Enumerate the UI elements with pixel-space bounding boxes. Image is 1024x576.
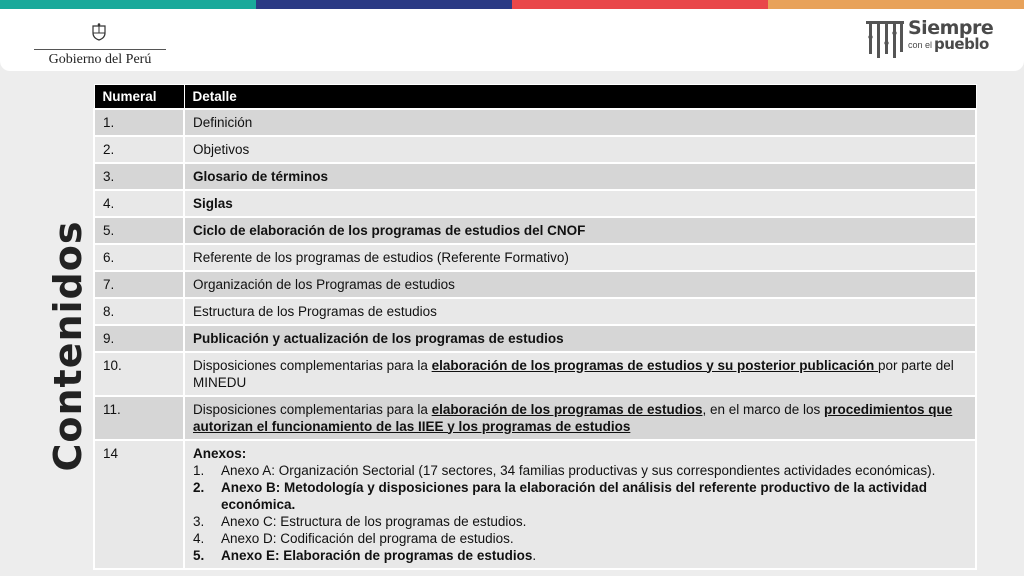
table-row <box>94 440 976 569</box>
annex-item <box>193 513 967 530</box>
stripe-teal <box>0 0 256 9</box>
top-color-stripe <box>0 0 1024 9</box>
gov-name: Gobierno del Perú <box>48 52 152 67</box>
annex-number: 3. <box>193 513 205 529</box>
row-text: Glosario de términos <box>184 163 976 190</box>
row-text: Objetivos <box>184 136 976 163</box>
row-num: 6. <box>94 244 184 271</box>
table-row <box>94 136 976 163</box>
row-num: 7. <box>94 271 184 298</box>
row-num: 9. <box>94 325 184 352</box>
table-row <box>94 325 976 352</box>
columns-icon <box>864 17 906 59</box>
annex-text: Anexo D: Codificación del programa de estudios. <box>221 530 514 546</box>
row-num: 5. <box>94 217 184 244</box>
text-part-emphasis: elaboración de los programas de estudios y su posterior publicación <box>431 357 878 373</box>
header-numeral: Numeral <box>94 85 184 109</box>
annex-item <box>193 547 967 564</box>
stripe-red <box>512 0 768 9</box>
table-row <box>94 352 976 396</box>
siempre-con-el-pueblo-logo <box>864 15 994 63</box>
table-row <box>94 271 976 298</box>
text-part: Disposiciones complementarias para la <box>193 357 432 373</box>
annex-number: 5. <box>193 547 205 563</box>
logo-divider <box>34 49 166 50</box>
gobierno-logo <box>34 21 166 67</box>
annex-item <box>193 530 967 547</box>
row-num: 1. <box>94 109 184 136</box>
annex-item <box>193 479 967 513</box>
annex-number: 1. <box>193 462 205 478</box>
row-text: Estructura de los Programas de estudios <box>184 298 976 325</box>
table-row <box>94 244 976 271</box>
header-bar <box>0 9 1024 71</box>
annex-list <box>193 462 967 564</box>
row-num: 3. <box>94 163 184 190</box>
row-text: Ciclo de elaboración de los programas de estudios del CNOF <box>184 217 976 244</box>
annex-text-wrap <box>221 547 536 564</box>
annex-tail: . <box>532 547 537 563</box>
table-header-row <box>94 85 976 109</box>
slogan-con-el: con el <box>908 40 933 50</box>
contents-table <box>93 84 977 570</box>
stripe-orange <box>768 0 1024 9</box>
row-num: 2. <box>94 136 184 163</box>
row-text-rich <box>184 396 976 440</box>
annex-text: Anexo C: Estructura de los programas de estudios. <box>221 513 527 529</box>
annex-number: 2. <box>193 479 205 495</box>
row-text: Publicación y actualización de los programas de estudios <box>184 325 976 352</box>
row-text: Organización de los Programas de estudios <box>184 271 976 298</box>
row-text: Siglas <box>184 190 976 217</box>
annex-text: Anexo A: Organización Sectorial (17 sectores, 34 familias productivas y sus correspondientes actividades económicas). <box>221 462 936 478</box>
text-part-emphasis: elaboración de los programas de estudios <box>431 401 703 417</box>
row-text: Referente de los programas de estudios (Referente Formativo) <box>184 244 976 271</box>
annex-title: Anexos: <box>193 445 247 461</box>
annex-cell <box>184 440 976 569</box>
stripe-blue <box>256 0 512 9</box>
row-num: 14 <box>94 440 184 569</box>
annex-text: Anexo E: Elaboración de programas de estudios <box>221 547 533 563</box>
coat-of-arms-icon <box>90 23 108 41</box>
slogan-siempre: Siempre <box>908 17 994 39</box>
table-row <box>94 396 976 440</box>
table-row <box>94 298 976 325</box>
table-row <box>94 217 976 244</box>
row-text-rich <box>184 352 976 396</box>
annex-number: 4. <box>193 530 205 546</box>
text-part-emphasis: procedimientos que autorizan el funcionamiento de las IIEE y los programas de estudios <box>193 401 953 434</box>
row-num: 11. <box>94 396 184 440</box>
row-num: 8. <box>94 298 184 325</box>
row-num: 10. <box>94 352 184 396</box>
row-num: 4. <box>94 190 184 217</box>
slogan-pueblo: pueblo <box>934 35 989 53</box>
table-row <box>94 190 976 217</box>
table-row <box>94 163 976 190</box>
text-part: por parte del MINEDU <box>193 357 954 390</box>
table-row <box>94 109 976 136</box>
side-title: Contenidos <box>46 220 90 472</box>
text-part: Disposiciones complementarias para la <box>193 401 432 417</box>
row-text: Definición <box>184 109 976 136</box>
annex-text: Anexo B: Metodología y disposiciones para la elaboración del análisis del referente productivo de la actividad económica. <box>221 479 927 512</box>
annex-item <box>193 462 967 479</box>
header-detalle: Detalle <box>184 85 976 109</box>
text-part: , en el marco de los <box>702 401 825 417</box>
